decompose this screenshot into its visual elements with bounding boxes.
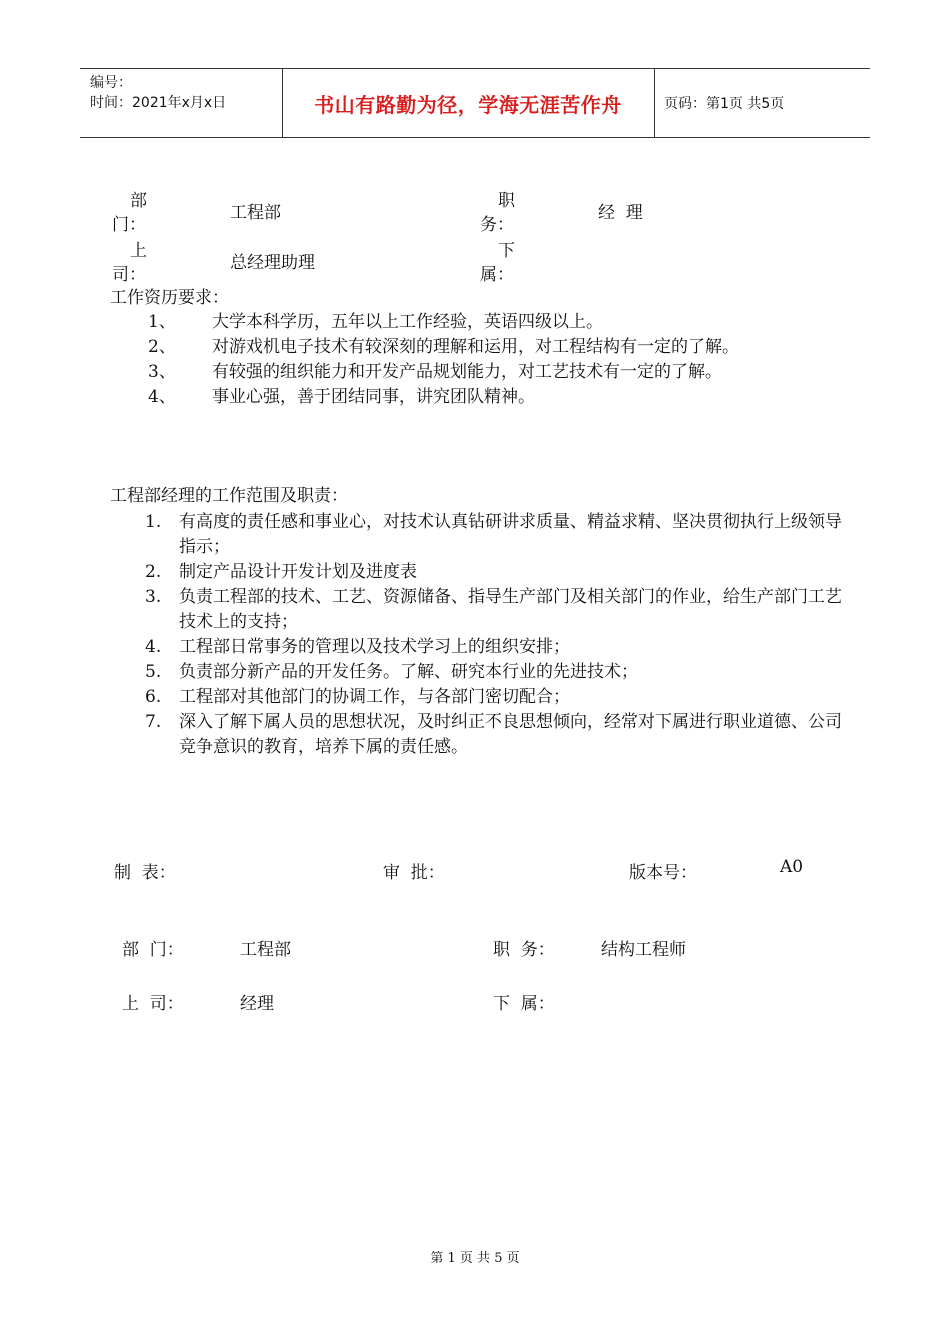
position-label: 职 [498,191,515,211]
item-text: 工程部对其他部门的协调工作，与各部门密切配合； [179,687,570,707]
dept-label: 部 [130,191,147,211]
item-text: 负责部分新产品的开发任务。了解、研究本行业的先进技术； [179,662,638,682]
item-text: 有较强的组织能力和开发产品规划能力，对工艺技术有一定的了解。 [212,362,722,382]
list-item [110,710,850,760]
item-text: 有高度的责任感和事业心，对技术认真钻研讲求质量、精益求精、坚决贯彻执行上级领导指示； [179,512,842,557]
item-number: 3、 [148,362,176,382]
item-number: 2、 [148,337,176,357]
position-value: 结构工程师 [601,940,686,960]
item-text: 工程部日常事务的管理以及技术学习上的组织安排； [179,637,570,657]
list-item [110,660,850,685]
section-title: 工作资历要求： [110,288,229,308]
item-number: 1. [145,512,162,532]
item-text: 事业心强，善于团结同事，讲究团队精神。 [212,387,535,407]
maker-label: 制 表： [114,863,176,883]
page-info: 页码：第1页 共5页 [664,96,785,112]
requirements-section [110,286,739,410]
item-number: 3. [145,587,162,607]
item-number: 2. [145,562,162,582]
item-number: 7. [145,712,162,732]
list-item [110,560,850,585]
superior-label: 司： [112,265,146,285]
list-item [110,635,850,660]
list-item [110,310,603,335]
motto: 书山有路勤为径，学海无涯苦作舟 [314,92,622,117]
position-label: 职 务： [493,940,555,960]
section-title: 工程部经理的工作范围及职责： [110,486,348,506]
page-footer: 第 1 页 共 5 页 [430,1251,520,1266]
item-text: 制定产品设计开发计划及进度表 [179,562,417,582]
superior-value: 总经理助理 [230,253,315,273]
time-label: 时间：2021年x月x日 [90,95,227,111]
header-divider [654,69,655,137]
superior-label: 上 司： [122,994,184,1014]
superior-label: 上 [130,241,147,261]
item-number: 6. [145,687,162,707]
header-meta [90,73,226,113]
subordinate-label: 属： [480,265,514,285]
dept-label: 部 门： [122,940,184,960]
position-label: 务： [480,215,514,235]
list-item [110,335,739,360]
dept-label: 门： [112,215,146,235]
approver-label: 审 批： [383,863,445,883]
subordinate-label: 下 [498,241,515,261]
position-value: 经 理 [598,203,643,223]
item-number: 4. [145,637,162,657]
list-item [110,685,850,710]
item-text: 深入了解下属人员的思想状况，及时纠正不良思想倾向，经常对下属进行职业道德、公司竞争意识的教育，培养下属的责任感。 [179,712,842,757]
document-header [80,68,870,138]
subordinate-label: 下 属： [493,994,555,1014]
list-item [110,360,722,385]
duties-section [110,484,850,760]
item-number: 4、 [148,387,176,407]
item-text: 对游戏机电子技术有较深刻的理解和运用，对工程结构有一定的了解。 [212,337,739,357]
list-item [110,510,850,560]
superior-value: 经理 [240,994,274,1014]
dept-value: 工程部 [230,203,281,223]
version-label: 版本号： [629,863,697,883]
item-text: 负责工程部的技术、工艺、资源储备、指导生产部门及相关部门的作业，给生产部门工艺技术上的支持； [179,587,842,632]
dept-value: 工程部 [240,940,291,960]
item-text: 大学本科学历，五年以上工作经验，英语四级以上。 [212,312,603,332]
version-value: A0 [780,857,804,877]
list-item [110,585,850,635]
code-label: 编号： [90,75,132,91]
item-number: 1、 [148,312,176,332]
list-item [110,385,535,410]
item-number: 5. [145,662,162,682]
